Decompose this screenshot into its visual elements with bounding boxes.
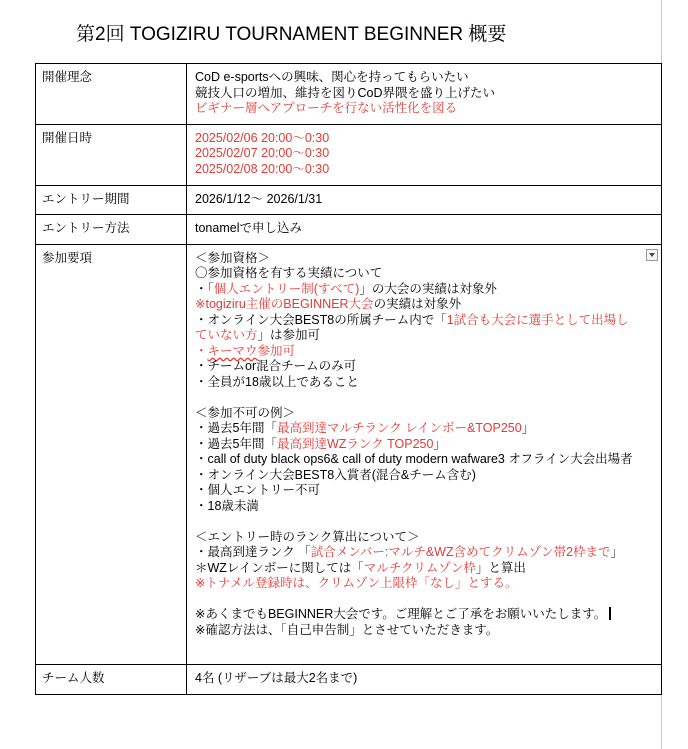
requirement-line: ・「個人エントリー制(すべて)」の大会の実績は対象外 — [195, 281, 497, 296]
philosophy-line-highlight: ビギナー層へアプローチを行ない活性化を図る — [195, 101, 458, 115]
text-cursor — [609, 607, 611, 620]
not-eligible-line: ・個人エントリー不可 — [195, 483, 321, 497]
philosophy-line: 競技人口の増加、維持を図りCoD界隈を盛り上げたい — [195, 85, 496, 100]
footnote-line: ※確認方法は、「自己申告制」とさせていただきます。 — [195, 622, 499, 637]
team-size-value[interactable]: 4名 (リザーブは最大2名まで) — [187, 665, 662, 695]
not-eligible-header: ＜参加不可の例＞ — [195, 405, 296, 420]
table-row — [36, 215, 662, 245]
table-row — [36, 124, 662, 185]
table-row — [36, 665, 662, 695]
rank-calc-line: ＊WZレインボーに関しては「マルチクリムゾン枠」と算出 — [195, 560, 526, 575]
requirement-line: ・オンライン大会BEST8の所属チーム内で「1試合も大会に選手として出場し — [195, 312, 629, 327]
not-eligible-line: ・過去5年間「最高到達WZランク TOP250」 — [195, 436, 446, 451]
date-line: 2025/02/07 20:00〜0:30 — [195, 146, 330, 160]
not-eligible-line: ・18歳未満 — [195, 498, 259, 513]
not-eligible-line: ・call of duty black ops6& call of duty modern wafware3 オフライン大会出場者 — [195, 452, 633, 466]
cell-dropdown-icon[interactable] — [646, 249, 658, 261]
row-label-entry-method: エントリー方法 — [36, 215, 187, 245]
table-row — [36, 185, 662, 215]
blank-line — [195, 390, 655, 406]
requirement-line: ・チームor混合チームのみ可 — [195, 359, 357, 373]
requirements-cell[interactable] — [187, 244, 662, 665]
requirement-line: ・全員が18歳以上であること — [195, 374, 359, 389]
requirement-line: ・キーマウ参加可 — [195, 343, 296, 358]
philosophy-line: CoD e-sportsへの興味、関心を持ってもらいたい — [195, 70, 469, 84]
date-line: 2025/02/08 20:00〜0:30 — [195, 161, 330, 176]
blank-line — [195, 592, 655, 608]
not-eligible-line: ・オンライン大会BEST8入賞者(混合&チーム含む) — [195, 467, 476, 482]
table-row — [36, 64, 662, 125]
philosophy-cell[interactable] — [187, 64, 662, 125]
entry-method-value[interactable]: tonamelで申し込み — [187, 215, 662, 245]
dates-cell[interactable] — [187, 124, 662, 185]
requirement-line: ていない方」は参加可 — [195, 328, 321, 342]
blank-line — [195, 514, 655, 530]
not-eligible-line: ・過去5年間「最高到達マルチランク レインボー&TOP250」 — [195, 421, 535, 435]
document-title: 第2回 TOGIZIRU TOURNAMENT BEGINNER 概要 — [76, 24, 507, 45]
rank-calc-header: ＜エントリー時のランク算出について＞ — [195, 529, 420, 544]
table-row — [36, 244, 662, 665]
overview-table — [35, 63, 662, 695]
row-label-dates: 開催日時 — [36, 124, 187, 185]
qualification-header: ＜参加資格＞ — [195, 250, 271, 265]
date-line: 2025/02/06 20:00〜0:30 — [195, 130, 330, 145]
rank-calc-line: ・最高到達ランク 「試合メンバー:マルチ&WZ含めてクリムゾン帯2枠まで」 — [195, 545, 624, 559]
entry-period-value[interactable]: 2026/1/12〜 2026/1/31 — [187, 185, 662, 215]
row-label-entry-period: エントリー期間 — [36, 185, 187, 215]
requirement-line: 〇参加資格を有する実績について — [195, 266, 383, 280]
row-label-requirements: 参加要項 — [36, 244, 187, 665]
requirement-line: ※togiziru主催のBEGINNER大会の実績は対象外 — [195, 297, 462, 311]
rank-calc-line: ※トナメル登録時は、クリムゾン上限枠「なし」とする。 — [195, 576, 518, 590]
row-label-team-size: チーム人数 — [36, 665, 187, 695]
row-label-philosophy: 開催理念 — [36, 64, 187, 125]
footnote-line: ※あくまでもBEGINNER大会です。ご理解とご了承をお願いいたします。 — [195, 607, 655, 623]
